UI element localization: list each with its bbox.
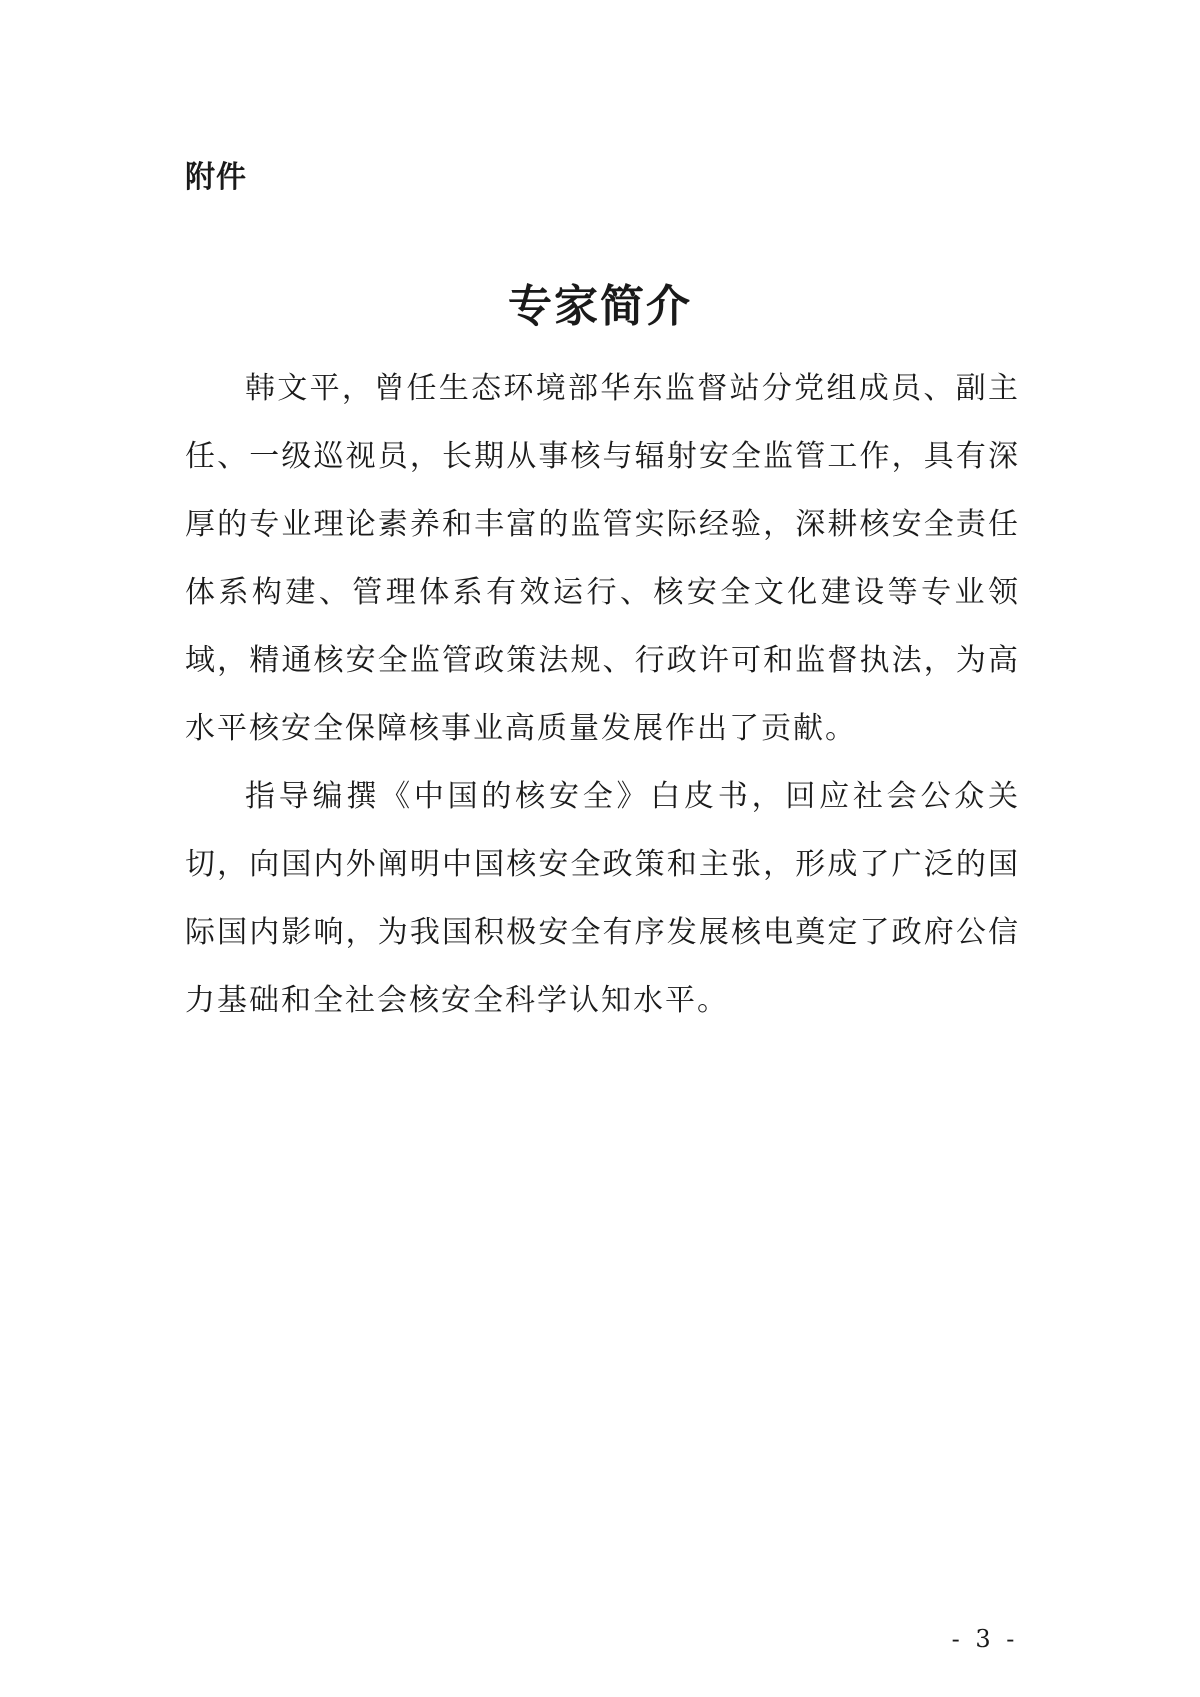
page-number: - 3 - [951, 1625, 1019, 1653]
document-title: 专家简介 [508, 281, 692, 332]
paragraph-biography: 韩文平，曾任生态环境部华东监督站分党组成员、副主任、一级巡视员，长期从事核与辐射安全监管工作，具有深厚的专业理论素养和丰富的监管实际经验，深耕核安全责任体系构建、管理体系有效运行、核安全文化建设等专业领域，精通核安全监管政策法规、行政许可和监督执法，为高水平核安全保障核事业高质量发展作出了贡献。 [185, 371, 1020, 746]
paragraph-white-paper: 指导编撰《中国的核安全》白皮书，回应社会公众关切，向国内外阐明中国核安全政策和主张，形成了广泛的国际国内影响，为我国积极安全有序发展核电奠定了政府公信力基础和全社会核安全科学认知水平。 [185, 779, 1020, 1018]
document-body [185, 355, 1020, 1035]
attachment-label: 附件 [185, 160, 247, 195]
